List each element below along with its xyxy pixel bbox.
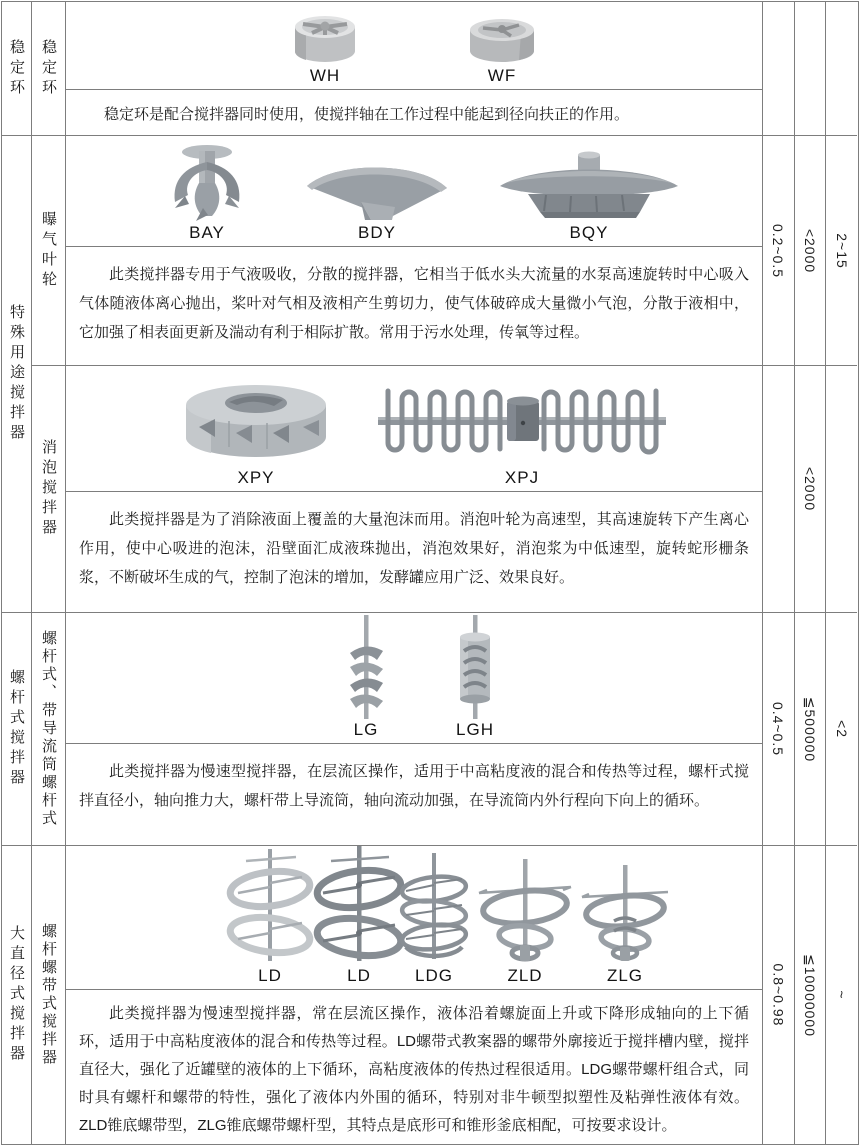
description-text-row3: 此类搅拌器是为了消除液面上覆盖的大量泡沫而用。消泡叶轮为高速型，其高速旋转下产生离心作用，使中心吸进的泡沫，沿壁面汇成液珠抛出，消泡效果好，消泡浆为中低速型，旋转蛇形栅条浆，不断破坏生成的气，控制了泡沫的增加，发酵罐应用广泛、效果良好。 (66, 491, 762, 612)
description-text-row1: 稳定环是配合搅拌器同时使用，使搅拌轴在工作过程中能起到径向扶正的作用。 (66, 89, 762, 135)
lg-screw-image (347, 615, 385, 719)
description-text-row4: 此类搅拌器为慢速型搅拌器，在层流区操作，适用于中高粘度液的混合和传热等过程，螺杆式搅拌直径小，轴向推力大，螺杆带上导流筒，轴向流动加强，在导流筒内外行程向下向上的循环。 (66, 743, 762, 845)
param-cell (826, 2, 857, 136)
model-label: LD (258, 966, 282, 986)
category-label: 大直径式搅拌器 (8, 925, 25, 1065)
category-cell-stabilizing-ring (2, 2, 32, 136)
subcategory-cell-screw-draft-tube (32, 613, 66, 846)
model-label: LDG (415, 966, 453, 986)
xpy-rotor-image (181, 375, 331, 467)
subcategory-label: 螺杆式、带导流筒螺杆式 (40, 630, 57, 828)
category-cell-special-purpose (2, 136, 32, 613)
param-value: ≦10000000 (802, 953, 819, 1037)
model-figure-ld-1 (222, 849, 318, 986)
figure-strip-row3 (66, 366, 762, 491)
param-value: ~ (833, 990, 850, 1000)
category-label: 特殊用途搅拌器 (8, 304, 25, 444)
model-figure-xpj (376, 375, 668, 488)
param-cell (763, 2, 795, 136)
param-cell (763, 136, 795, 366)
model-label: LG (353, 720, 379, 740)
param-cell (826, 366, 857, 613)
param-value: 0.2~0.5 (770, 223, 787, 278)
model-figure-ldg (392, 853, 476, 986)
param-cell (826, 136, 857, 366)
figure-strip-row1 (66, 2, 762, 89)
param-cell (795, 136, 826, 366)
bdy-impeller-image (303, 156, 451, 222)
model-figure-zld (475, 859, 575, 986)
description-text-row5: 此类搅拌器为慢速型搅拌器，常在层流区操作，液体沿着螺旋面上升或下降形成轴向的上下循环，适用于中高粘度液体的混合和传热等过程。LD螺带式教案器的螺带外廓接近于搅拌槽内壁，搅拌直径大，强化了近罐壁的液体的上下循环，高粘度液体的传热过程很适用。LDG螺带螺杆组合式，同时具有螺杆和螺带的特性，强化了液体内外围的循环，特别对非牛顿型拟塑性及粘弹性液体有效。ZLD锥底螺带型，ZLG锥底螺带螺杆型，其特点是底形可和锥形釜底相配，可按要求设计。 (66, 989, 762, 1144)
model-label: BDY (358, 223, 396, 243)
content-cell-row3 (66, 366, 763, 613)
subcategory-cell-stabilizing-ring (32, 2, 66, 136)
content-cell-row2 (66, 136, 763, 366)
param-value: 0.4~0.5 (770, 701, 787, 757)
model-label: XPY (237, 468, 275, 488)
model-figure-bqy (496, 150, 682, 243)
content-cell-row1 (66, 2, 763, 136)
param-value: ≦500000 (802, 696, 819, 762)
model-label: ZLG (606, 966, 644, 986)
subcategory-cell-aeration-impeller (32, 136, 66, 366)
figure-strip-row2 (66, 136, 762, 246)
param-value: <2000 (802, 228, 819, 273)
category-label: 稳定环 (8, 38, 25, 99)
wh-ring-image (292, 15, 358, 65)
param-cell (763, 846, 795, 1144)
wf-ring-image (467, 17, 537, 65)
category-cell-large-diameter (2, 846, 32, 1144)
model-figure-lgh (453, 615, 497, 740)
model-label: XPJ (504, 468, 540, 488)
model-figure-bdy (303, 156, 451, 243)
model-figure-bay (165, 142, 249, 243)
model-figure-lg (347, 615, 385, 740)
model-label: LGH (456, 720, 494, 740)
figure-strip-row5 (66, 846, 762, 989)
param-cell (795, 846, 826, 1144)
subcategory-label: 曝气叶轮 (40, 210, 57, 291)
model-figure-wh (292, 15, 358, 86)
param-value: 2~15 (833, 232, 850, 269)
param-value: <2000 (802, 466, 819, 512)
param-cell (826, 613, 857, 846)
ld-ribbon-image (222, 849, 318, 965)
model-label: WF (487, 66, 517, 86)
bqy-impeller-image (496, 150, 682, 222)
param-cell (763, 613, 795, 846)
param-cell (795, 2, 826, 136)
category-label: 螺杆式搅拌器 (8, 669, 25, 789)
param-cell (763, 366, 795, 613)
param-cell (826, 846, 857, 1144)
param-cell (795, 613, 826, 846)
content-cell-row4 (66, 613, 763, 846)
model-label: WH (309, 66, 341, 86)
lgh-screw-draft-tube-image (453, 615, 497, 719)
zlg-cone-ribbon-screw-image (578, 865, 672, 965)
subcategory-label: 消泡搅拌器 (40, 439, 57, 539)
subcategory-cell-ribbon-screw (32, 846, 66, 1144)
model-label: BQY (569, 223, 609, 243)
zld-cone-ribbon-image (475, 859, 575, 965)
figure-strip-row4 (66, 613, 762, 743)
model-label: ZLD (507, 966, 543, 986)
category-cell-screw-agitator (2, 613, 32, 846)
param-value: <2 (833, 720, 850, 738)
agitator-catalog-table (1, 1, 859, 1145)
description-text-row2: 此类搅拌器专用于气液吸收，分散的搅拌器，它相当于低水头大流量的水泵高速旋转时中心吸入气体随液体离心抛出，桨叶对气相及液相产生剪切力，使气体破碎成大量微小气泡，分散于液相中，它加强了相表面更新及湍动有利于相际扩散。常用于污水处理，传氧等过程。 (66, 246, 762, 365)
param-cell (795, 366, 826, 613)
model-label: BAY (189, 223, 225, 243)
model-label: LD (347, 966, 371, 986)
bay-impeller-image (165, 142, 249, 222)
ldg-ribbon-screw-image (392, 853, 476, 965)
xpj-coil-agitator-image (376, 375, 668, 467)
model-figure-xpy (181, 375, 331, 488)
param-value: 0.8~0.98 (770, 963, 787, 1027)
model-figure-zlg (578, 865, 672, 986)
subcategory-label: 稳定环 (40, 38, 57, 99)
content-cell-row5 (66, 846, 763, 1144)
model-figure-wf (467, 17, 537, 86)
subcategory-label: 螺杆螺带式搅拌器 (40, 923, 57, 1067)
subcategory-cell-defoaming-agitator (32, 366, 66, 613)
